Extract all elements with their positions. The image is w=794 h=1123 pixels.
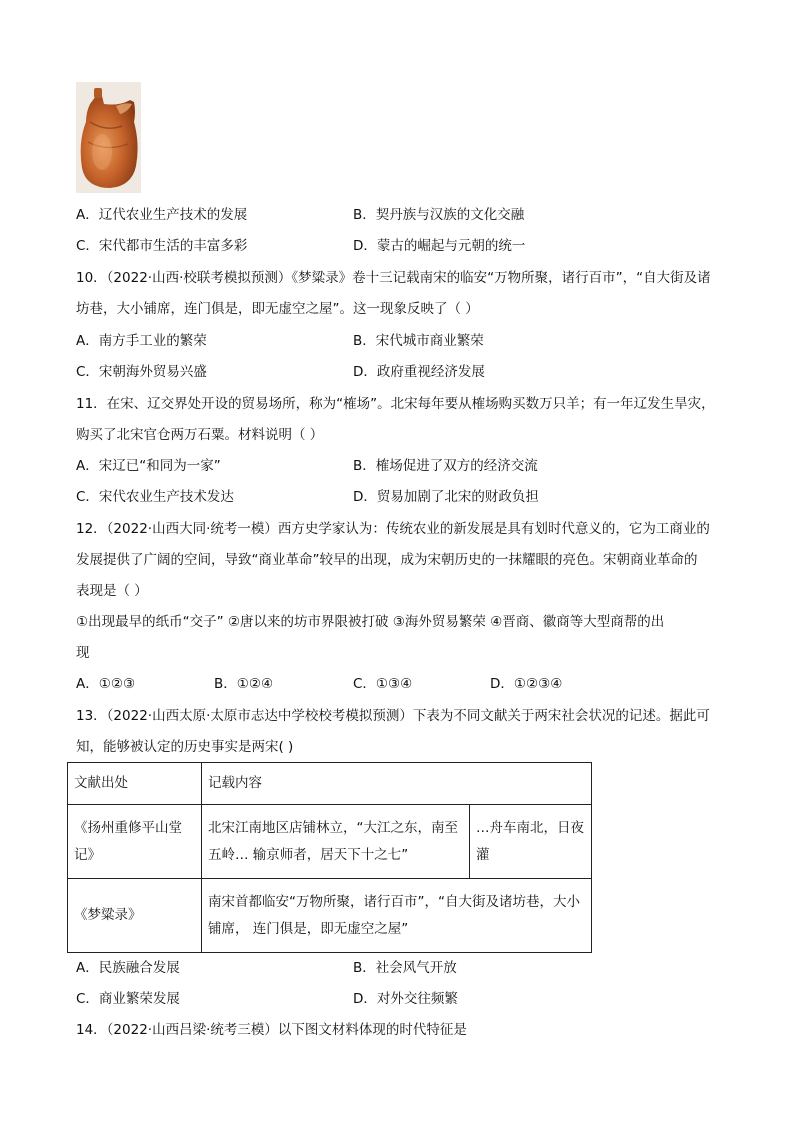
q9-option-c[interactable]: C．宋代都市生活的丰富多彩 xyxy=(76,238,248,254)
table-cell-source-2: 《梦粱录》 xyxy=(68,879,202,953)
q10-option-a[interactable]: A．南方手工业的繁荣 xyxy=(76,333,207,349)
q13-stem-line1: 13．（2022·山西太原·太原市志达中学校校考模拟预测）下表为不同文献关于两宋社会状况的记述。据此可 xyxy=(76,708,710,724)
q12-stem-line3: 表现是（ ） xyxy=(76,583,148,599)
q11-option-b[interactable]: B．榷场促进了双方的经济交流 xyxy=(353,458,538,474)
q13-option-d[interactable]: D．对外交往频繁 xyxy=(353,991,458,1007)
q10-option-b[interactable]: B．宋代城市商业繁荣 xyxy=(353,333,484,349)
q12-stem-line2: 发展提供了广阔的空间，导致“商业革命”较早的出现，成为宋朝历史的一抹耀眼的亮色。宋朝商业革命的 xyxy=(76,552,698,568)
q11-stem-line2: 购买了北宋官仓两万石粟。材料说明（ ） xyxy=(76,427,324,443)
q12-option-b[interactable]: B．①②④ xyxy=(214,676,274,692)
table-cell-content-1: 北宋江南地区店铺林立，“大江之东，南至五岭… 输京师者，居天下十之七” xyxy=(202,805,470,879)
q9-option-a[interactable]: A．辽代农业生产技术的发展 xyxy=(76,207,248,223)
q11-option-c[interactable]: C．宋代农业生产技术发达 xyxy=(76,489,234,505)
table-cell-content-2: 南宋首都临安“万物所聚，诸行百市”，“自大街及诸坊巷，大小铺席， 连门俱是，即无虚空之屋” xyxy=(202,879,592,953)
q12-option-a[interactable]: A．①②③ xyxy=(76,676,136,692)
q13-option-a[interactable]: A．民族融合发展 xyxy=(76,960,180,976)
pottery-photo xyxy=(76,82,141,193)
q9-option-d[interactable]: D．蒙古的崛起与元朝的统一 xyxy=(353,238,526,254)
q10-stem-line1: 10．（2022·山西·校联考模拟预测）《梦粱录》卷十三记载南宋的临安“万物所聚，诸行百市”，“自大街及诸 xyxy=(76,270,711,286)
q10-stem-line2: 坊巷，大小铺席，连门俱是，即无虚空之屋”。这一现象反映了（ ） xyxy=(76,301,479,317)
q12-items-line2: 现 xyxy=(76,645,90,661)
q12-option-d[interactable]: D．①②③④ xyxy=(490,676,563,692)
q12-stem-line1: 12．（2022·山西大同·统考一模）西方史学家认为：传统农业的新发展是具有划时代意义的，它为工商业的 xyxy=(76,521,710,537)
q11-option-a[interactable]: A．宋辽已“和同为一家” xyxy=(76,458,221,474)
table-cell-content-1b: …舟车南北，日夜灌 xyxy=(470,805,592,879)
q13-stem-line2: 知，能够被认定的历史事实是两宋( ) xyxy=(76,739,294,755)
q10-option-d[interactable]: D．政府重视经济发展 xyxy=(353,364,485,380)
leather-bag-pot-image xyxy=(76,82,141,193)
table-header-content: 记载内容 xyxy=(202,763,592,805)
q9-option-b[interactable]: B．契丹族与汉族的文化交融 xyxy=(353,207,525,223)
table-header-source: 文献出处 xyxy=(68,763,202,805)
q14-stem-line1: 14．（2022·山西吕梁·统考三模）以下图文材料体现的时代特征是 xyxy=(76,1022,467,1038)
q10-option-c[interactable]: C．宋朝海外贸易兴盛 xyxy=(76,364,207,380)
q12-option-c[interactable]: C．①③④ xyxy=(353,676,413,692)
q11-stem-line1: 11．在宋、辽交界处开设的贸易场所，称为“榷场”。北宋每年要从榷场购买数万只羊；有一年辽发生旱灾， xyxy=(76,396,715,412)
q11-option-d[interactable]: D．贸易加剧了北宋的财政负担 xyxy=(353,489,539,505)
q13-source-table xyxy=(67,762,592,953)
q13-option-b[interactable]: B．社会风气开放 xyxy=(353,960,457,976)
q13-option-c[interactable]: C．商业繁荣发展 xyxy=(76,991,180,1007)
table-cell-source-1: 《扬州重修平山堂记》 xyxy=(68,805,202,879)
q12-items-line1: ①出现最早的纸币“交子” ②唐以来的坊市界限被打破 ③海外贸易繁荣 ④晋商、徽商等大型商帮的出 xyxy=(76,614,665,630)
